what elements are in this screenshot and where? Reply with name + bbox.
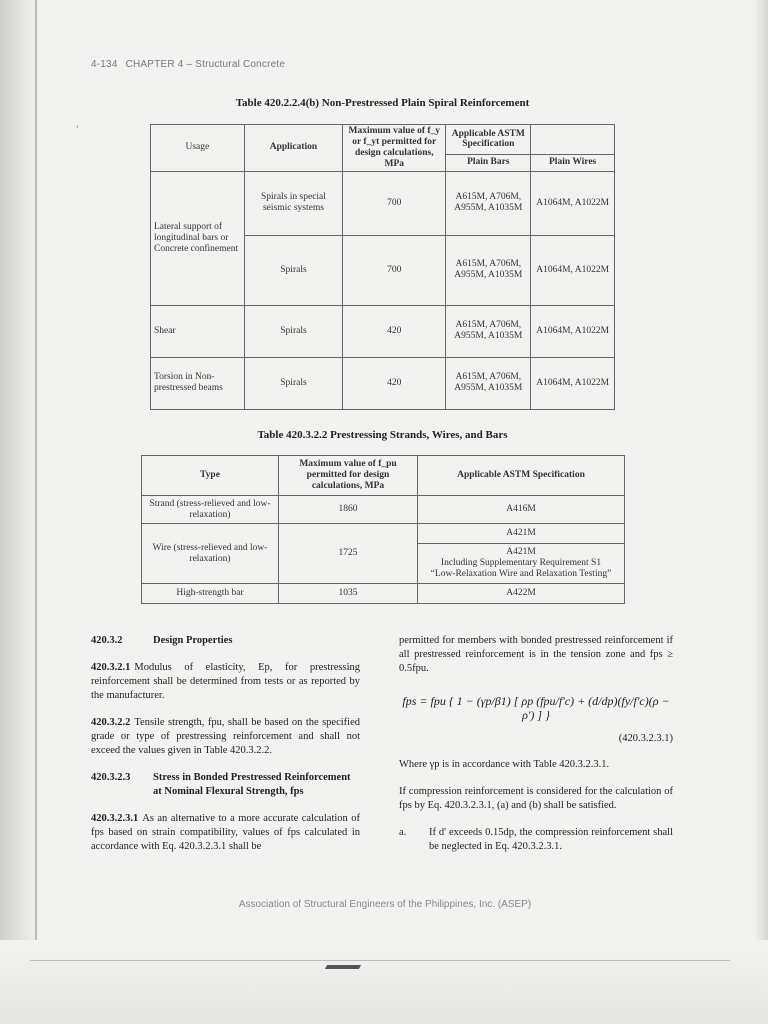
chapter-title: CHAPTER 4 – Structural Concrete xyxy=(125,59,286,70)
header-max: Maximum value of f_pu permitted for design calculations, MPa xyxy=(279,456,418,496)
cell-max: 700 xyxy=(343,171,446,235)
list-marker: a. xyxy=(399,827,407,838)
cell-bars: A615M, A706M, A955M, A1035M xyxy=(446,357,531,409)
right-column xyxy=(399,634,673,854)
cell-application: Spirals xyxy=(244,357,342,409)
left-column xyxy=(91,634,360,867)
section-heading xyxy=(91,634,360,648)
paragraph-text: Modulus of elasticity, Ep, for prestressing reinforcement shall be determined from tests or as reported by the manufacturer. xyxy=(91,662,360,701)
table-row xyxy=(142,584,625,604)
cell-max: 420 xyxy=(343,357,446,409)
scan-left-edge xyxy=(0,0,40,1024)
stray-mark: ’ xyxy=(76,124,79,136)
table-row xyxy=(151,171,615,235)
table-header-row xyxy=(142,456,625,496)
cell-application: Spirals xyxy=(244,305,342,357)
paragraph-number: 420.3.2.2 xyxy=(91,717,131,728)
cell-usage: Shear xyxy=(151,305,245,357)
cell-wires: A1064M, A1022M xyxy=(531,171,615,235)
scan-bottom-mark xyxy=(325,965,361,969)
scan-bottom-rule xyxy=(30,960,730,961)
table-row xyxy=(142,524,625,544)
equation-number: (420.3.2.3.1) xyxy=(618,733,673,744)
header-plain-bars: Plain Bars xyxy=(446,154,531,171)
header-usage: Usage xyxy=(151,125,245,172)
cell-application: Spirals xyxy=(244,235,342,305)
cell-max: 420 xyxy=(343,305,446,357)
scan-right-edge xyxy=(754,0,768,1024)
cell-wires: A1064M, A1022M xyxy=(531,235,615,305)
header-plain-wires: Plain Wires xyxy=(531,154,615,171)
section-number: 420.3.2.3 xyxy=(91,772,131,783)
header-type: Type xyxy=(142,456,279,496)
equation: fps = fpu { 1 − (γp/β1) [ ρp (fpu/f'c) + (d/dp)(fy/f'c)(ρ − ρ') ] } xyxy=(402,694,670,722)
paragraph: permitted for members with bonded prestressed reinforcement if all prestressed reinforcement is in the tension zone and fps ≥ 0.5fpu. xyxy=(399,635,673,674)
table2-caption: Table 420.3.2.2 Prestressing Strands, Wires, and Bars xyxy=(257,429,508,441)
cell-type: Strand (stress-relieved and low-relaxation) xyxy=(142,496,279,524)
section-title: Design Properties xyxy=(153,635,233,646)
section-heading xyxy=(91,771,360,799)
astm-line: “Low-Relaxation Wire and Relaxation Testing” xyxy=(430,568,612,579)
cell-max: 1035 xyxy=(279,584,418,604)
running-head xyxy=(91,59,285,70)
astm-line: A421M xyxy=(506,547,536,558)
cell-astm: A416M xyxy=(418,496,625,524)
cell-bars: A615M, A706M, A955M, A1035M xyxy=(446,305,531,357)
cell-wires: A1064M, A1022M xyxy=(531,357,615,409)
cell-wires: A1064M, A1022M xyxy=(531,305,615,357)
scan-binding-line xyxy=(35,0,37,1024)
paragraph xyxy=(91,716,360,758)
cell-type: High-strength bar xyxy=(142,584,279,604)
paragraph-number: 420.3.2.3.1 xyxy=(91,813,139,824)
paragraph xyxy=(91,812,360,854)
list-text: If d' exceeds 0.15dp, the compression reinforcement shall be neglected in Eq. 420.3.2.3.1. xyxy=(429,827,673,852)
header-application: Application xyxy=(244,125,342,172)
paragraph xyxy=(91,661,360,703)
paragraph-text: Tensile strength, fpu, shall be based on the specified grade or type of prestressing reinforcement and shall not exceed the values given in Table 420.3.2.2. xyxy=(91,717,360,756)
paragraph: Where γp is in accordance with Table 420.3.2.3.1. xyxy=(399,759,610,770)
table1-caption: Table 420.2.2.4(b) Non-Prestressed Plain Spiral Reinforcement xyxy=(235,97,530,109)
cell-type: Wire (stress-relieved and low-relaxation) xyxy=(142,524,279,584)
cell-astm: A421M xyxy=(418,524,625,544)
cell-astm: A422M xyxy=(418,584,625,604)
table-row xyxy=(151,305,615,357)
header-astm: Applicable ASTM Specification xyxy=(418,456,625,496)
cell-max: 1860 xyxy=(279,496,418,524)
section-number: 420.3.2 xyxy=(91,635,123,646)
page-number: 4-134 xyxy=(91,59,118,70)
cell-bars: A615M, A706M, A955M, A1035M xyxy=(446,171,531,235)
paragraph-number: 420.3.2.1 xyxy=(91,662,131,673)
paragraph-text: As an alternative to a more accurate calculation of fps based on strain compatibility, values of fps calculated in accordance with Eq. 420.3.2.3.1 shall be xyxy=(91,813,360,852)
astm-line: Including Supplementary Requirement S1 xyxy=(440,558,602,569)
header-astm: Applicable ASTM Specification xyxy=(446,125,531,155)
header-max-value: Maximum value of f_y or f_yt permitted for design calculations, MPa xyxy=(343,125,446,172)
spiral-reinforcement-table xyxy=(150,124,615,410)
table-row xyxy=(151,357,615,409)
page-footer: Association of Structural Engineers of the Philippines, Inc. (ASEP) xyxy=(238,899,532,910)
cell-bars: A615M, A706M, A955M, A1035M xyxy=(446,235,531,305)
list-item xyxy=(399,826,673,854)
section-title: Stress in Bonded Prestressed Reinforcement at Nominal Flexural Strength, fps xyxy=(153,772,351,797)
cell-usage-lateral: Lateral support of longitudinal bars or Concrete confinement xyxy=(151,171,245,305)
prestressing-table xyxy=(141,455,625,604)
cell-max: 700 xyxy=(343,235,446,305)
scan-bottom-shadow xyxy=(0,940,768,1024)
cell-application: Spirals in special seismic systems xyxy=(244,171,342,235)
header-empty xyxy=(531,125,615,155)
cell-max: 1725 xyxy=(279,524,418,584)
table-header-row xyxy=(151,125,615,155)
table-row xyxy=(142,496,625,524)
paragraph: If compression reinforcement is considered for the calculation of fps by Eq. 420.3.2.3.1, (a) and (b) shall be satisfied. xyxy=(399,786,673,811)
cell-usage: Torsion in Non-prestressed beams xyxy=(151,357,245,409)
cell-astm-detail xyxy=(418,544,625,584)
